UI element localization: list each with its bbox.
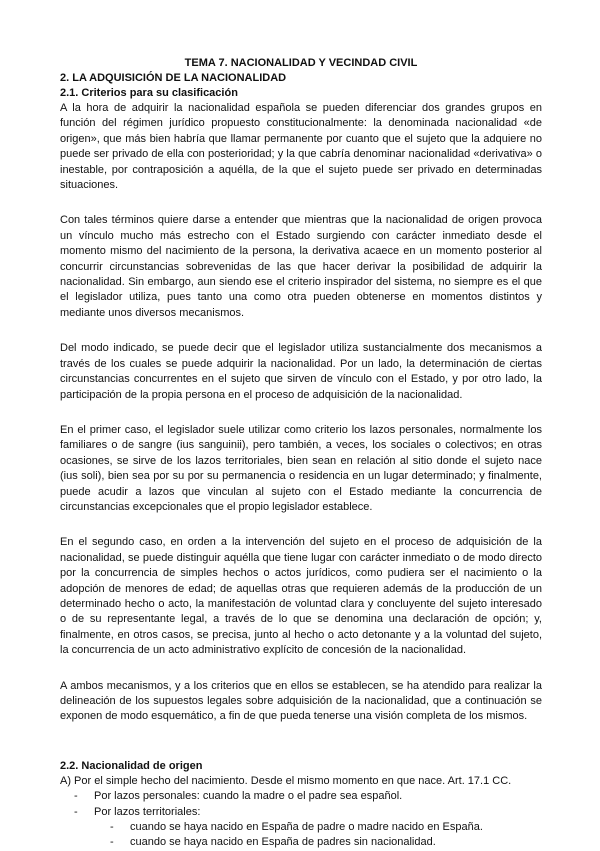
document-page bbox=[60, 56, 542, 851]
list-item-text: cuando se haya nacido en España de padres sin nacionalidad. bbox=[130, 836, 436, 849]
list-item-text: Por lazos personales: cuando la madre o el padre sea español. bbox=[94, 790, 403, 803]
list-level-1 bbox=[60, 789, 542, 820]
list-dash: - bbox=[74, 805, 78, 818]
list-item bbox=[60, 789, 542, 804]
list-dash: - bbox=[110, 836, 114, 849]
point-a: A) Por el simple hecho del nacimiento. Desde el mismo momento en que nace. Art. 17.1 CC. bbox=[60, 774, 512, 787]
document-title: TEMA 7. NACIONALIDAD Y VECINDAD CIVIL bbox=[184, 57, 418, 69]
paragraph-2: Con tales términos quiere darse a entender que mientras que la nacionalidad de origen provoca un vínculo mucho más estrecho con el Estado surgiendo con carácter inmediato desde el momento mismo del nacimiento de la persona, la derivativa acaece en un momento posterior al concurrir circunstancias sobrevenidas de las que hacer derivar la posibilidad de adquirir la nacionalidad. Sin embargo, aun siendo ese el criterio inspirador del sistema, no siempre es el que el legislador utiliza, pues tanto una como otra pueden obtenerse en momentos distintos y mediante unos diversos mecanismos. bbox=[60, 214, 542, 319]
paragraph-3: Del modo indicado, se puede decir que el legislador utiliza sustancialmente dos mecanismos a través de los cuales se puede adquirir la nacionalidad. Por un lado, la determinación de ciertas circunstancias concurrentes en el sujeto que sirven de vínculo con el Estado, y por otro lado, la participación de la propia persona en el proceso de adquisición de la nacionalidad. bbox=[60, 342, 542, 401]
list-item bbox=[60, 820, 542, 835]
list-item-text: cuando se haya nacido en España de padre o madre nacido en España. bbox=[130, 821, 483, 834]
section-heading-2-1: 2.1. Criterios para su clasificación bbox=[60, 87, 238, 99]
section-heading-2-2: 2.2. Nacionalidad de origen bbox=[60, 759, 203, 772]
paragraph-1: A la hora de adquirir la nacionalidad española se pueden diferenciar dos grandes grupos en función del régimen jurídico propuesto constitucionalmente: la denominada nacionalidad «de origen», que más bien habría que llamar permanente por cuanto que el sujeto que la adquiere no puede ser privado de ella con posterioridad; y la que cabría denominar nacionalidad «derivativa» o inestable, por contraposición a aquélla, de la que el sujeto puede ser privado en determinadas situaciones. bbox=[60, 102, 542, 192]
section-heading-2: 2. LA ADQUISICIÓN DE LA NACIONALIDAD bbox=[60, 72, 287, 84]
list-dash: - bbox=[110, 821, 114, 834]
list-item-text: Por lazos territoriales: bbox=[94, 805, 201, 818]
list-level-2 bbox=[60, 820, 542, 851]
paragraph-6: A ambos mecanismos, y a los criterios que en ellos se establecen, se ha atendido para realizar la delineación de los supuestos legales sobre adquisición de la nacionalidad, que a continuación se exponen de modo esquemático, a fin de que pueda tenerse una visión completa de los mismos. bbox=[60, 679, 542, 723]
list-item bbox=[60, 835, 542, 850]
paragraph-4: En el primer caso, el legislador suele utilizar como criterio los lazos personales, normalmente los familiares o de sangre (ius sanguinii), pero también, a veces, los sociales o colectivos; en otras ocasiones, se sirve de los lazos territoriales, bien sean en relación al sitio donde el sujeto nace (ius soli), bien sea por su por su permanencia o residencia en un lugar determinado; y finalmente, puede acudir a lazos que vinculan al sujeto con el Estado mediante la concurrencia de circunstancias excepcionales que el propio legislador establece. bbox=[60, 423, 542, 513]
list-dash: - bbox=[74, 790, 78, 803]
list-item bbox=[60, 805, 542, 820]
paragraph-5: En el segundo caso, en orden a la intervención del sujeto en el proceso de adquisición de la nacionalidad, se puede distinguir aquélla que tiene lugar con carácter inmediato o de modo directo por la concurrencia de simples hechos o actos jurídicos, como pudiera ser el nacimiento o la adopción de menores de edad; de aquellas otras que requieren además de la producción de un determinado hecho o acto, la manifestación de voluntad clara y concluyente del sujeto interesado o de su representante legal, a través de lo que se denomina una declaración de opción; y, finalmente, en otros casos, se precisa, junto al hecho o acto detonante y a la voluntad del sujeto, la concurrencia de un acto administrativo explícito de concesión de la nacionalidad. bbox=[60, 536, 542, 657]
